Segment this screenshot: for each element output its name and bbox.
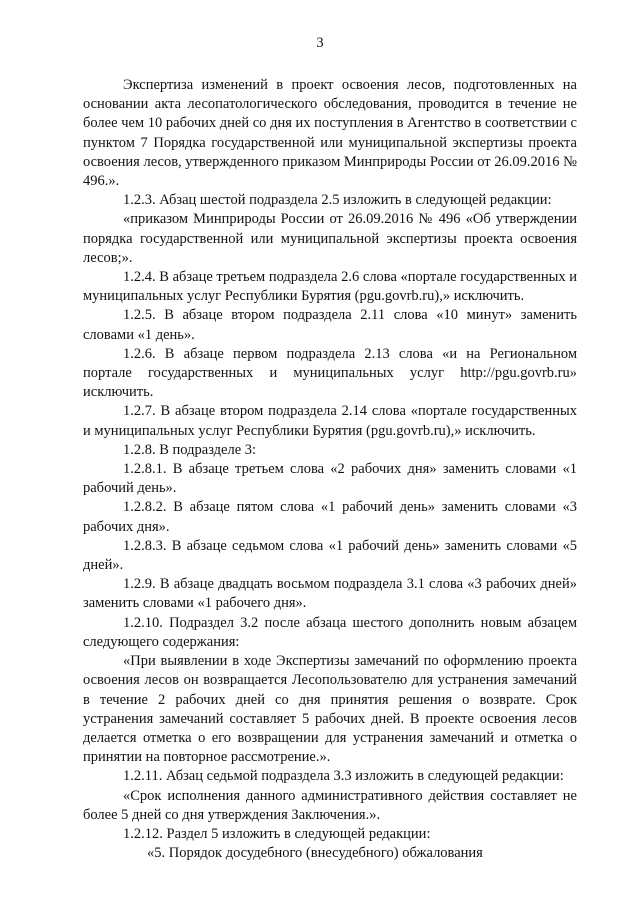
paragraph-1-2-8-1: 1.2.8.1. В абзаце третьем слова «2 рабочих дня» заменить словами «1 рабочий день».	[83, 461, 577, 497]
paragraph-1-2-11: 1.2.11. Абзац седьмой подраздела 3.3 изложить в следующей редакции:	[123, 768, 564, 785]
paragraph-1-2-3-quote: «приказом Минприроды России от 26.09.2016 № 496 «Об утверждении порядка государственной или муниципальной экспертизы проекта освоения лесов;».	[83, 211, 577, 266]
paragraph-1-2-10-quote: «При выявлении в ходе Экспертизы замечаний по оформлению проекта освоения лесов он возвращается Лесопользователю для устранения замечаний в течение 2 рабочих дней со дня принятия решения о возврате. Срок устранения замечаний составляет 5 рабочих дней. В проекте освоения лесов делается отметка о его возвращении для устранения замечаний и отметка о принятии на повторное рассмотрение.».	[83, 653, 577, 766]
document-body	[83, 76, 577, 863]
paragraph-1-2-8: 1.2.8. В подразделе 3:	[123, 441, 257, 458]
paragraph-1-2-4: 1.2.4. В абзаце третьем подраздела 2.6 слова «портале государственных и муниципальных услуг Республики Бурятия (pgu.govrb.ru),» исключить.	[83, 269, 577, 305]
paragraph-1-2-5: 1.2.5. В абзаце втором подраздела 2.11 слова «10 минут» заменить словами «1 день».	[83, 307, 577, 343]
paragraph-1-2-3: 1.2.3. Абзац шестой подраздела 2.5 изложить в следующей редакции:	[123, 192, 552, 209]
paragraph-1-2-8-2: 1.2.8.2. В абзаце пятом слова «1 рабочий день» заменить словами «3 рабочих дня».	[83, 499, 577, 535]
paragraph-1-2-11-quote: «Срок исполнения данного административного действия составляет не более 5 дней со дня утверждения Заключения.».	[83, 787, 577, 823]
paragraph-1-2-10: 1.2.10. Подраздел 3.2 после абзаца шестого дополнить новым абзацем следующего содержания:	[83, 614, 577, 650]
paragraph-1-2-9: 1.2.9. В абзаце двадцать восьмом подраздела 3.1 слова «3 рабочих дней» заменить словами «1 рабочего дня».	[83, 576, 577, 612]
section-5-heading: «5. Порядок досудебного (внесудебного) обжалования	[147, 845, 483, 862]
paragraph-1-2-8-3: 1.2.8.3. В абзаце седьмом слова «1 рабочий день» заменить словами «5 дней».	[83, 537, 577, 574]
paragraph-expertise-changes: Экспертиза изменений в проект освоения лесов, подготовленных на основании акта лесопатологического обследования, проводится в течение не более чем 10 рабочих дней со дня их поступления в Агентство в соответствии с пунктом 7 Порядка государственной или муниципальной экспертизы проекта освоения лесов, утвержденного приказом Минприроды России от 26.09.2016 № 496.».	[83, 77, 577, 190]
paragraph-1-2-7: 1.2.7. В абзаце втором подраздела 2.14 слова «портале государственных и муниципальных услуг Республики Бурятия (pgu.govrb.ru),» исключить.	[83, 403, 577, 439]
page-number: 3	[316, 35, 324, 51]
paragraph-1-2-12: 1.2.12. Раздел 5 изложить в следующей редакции:	[123, 825, 431, 842]
paragraph-1-2-6: 1.2.6. В абзаце первом подраздела 2.13 слова «и на Региональном портале государственных и муниципальных услуг http://pgu.govrb.ru» исключить.	[83, 345, 577, 401]
